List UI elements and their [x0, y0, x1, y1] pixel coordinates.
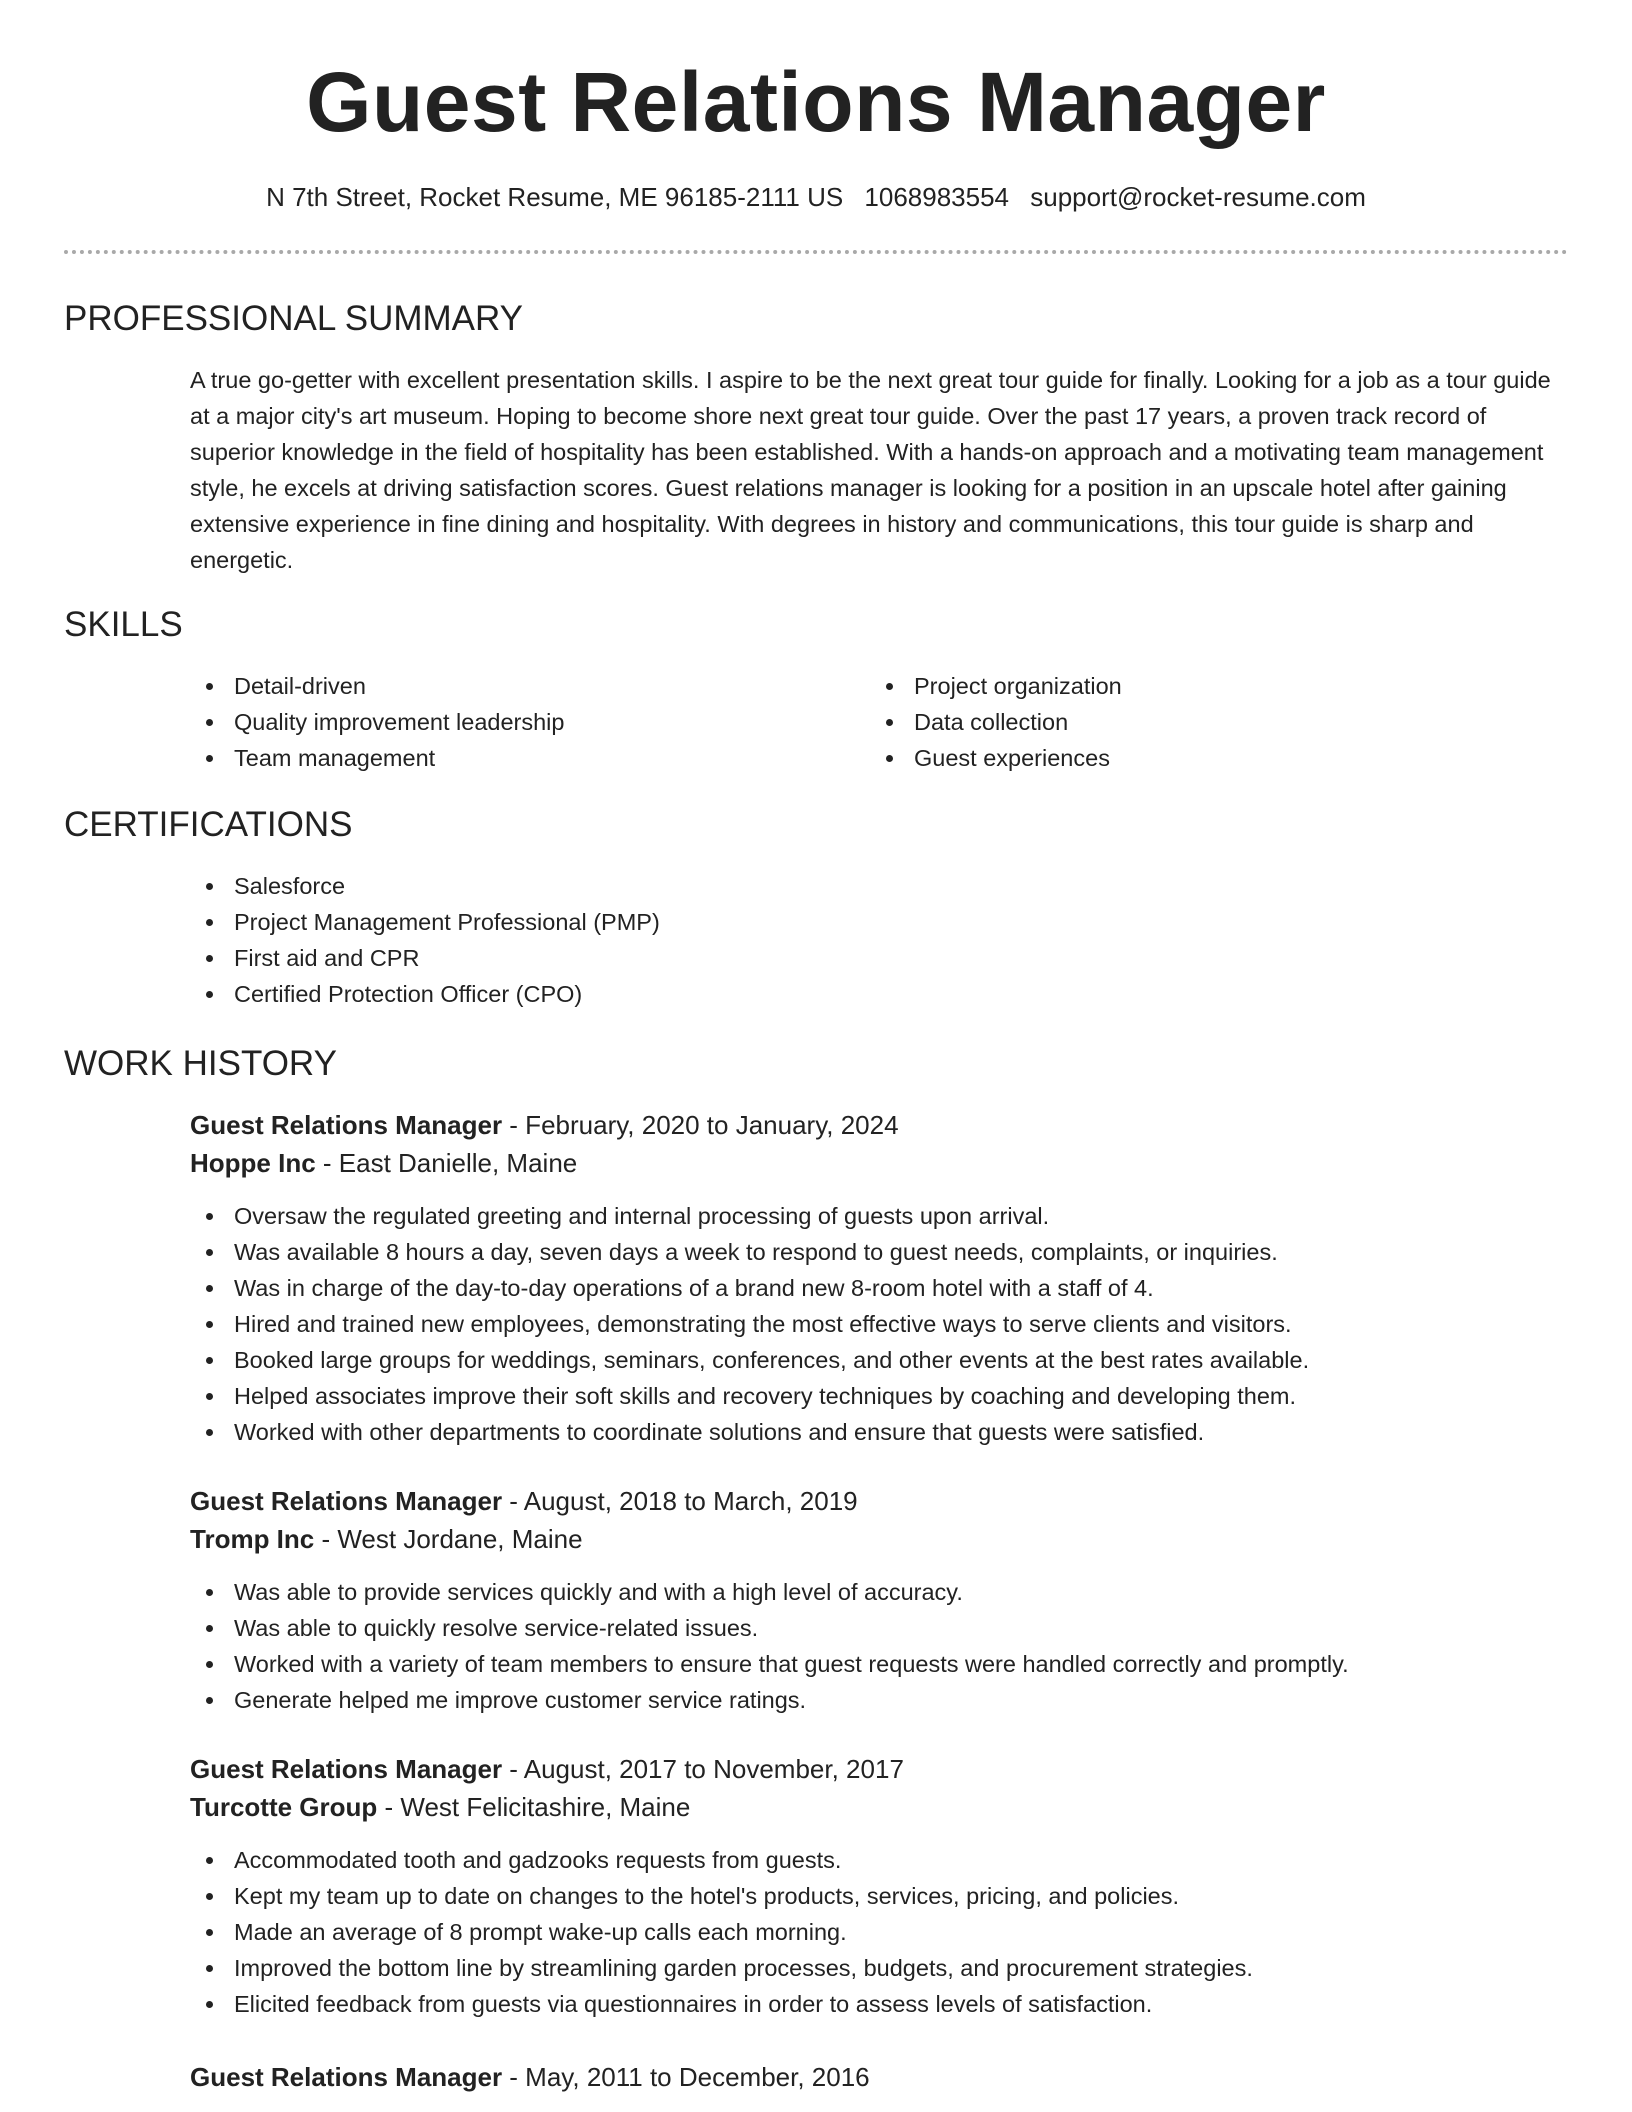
job-location: - West Jordane, Maine: [314, 1524, 583, 1554]
skill-item: Data collection: [870, 704, 1550, 740]
job-bullets: [190, 1198, 1570, 1450]
header-divider: [64, 250, 1568, 254]
candidate-name: Guest Relations Manager: [306, 55, 1326, 149]
job-role: Guest Relations Manager: [190, 1754, 503, 1784]
certifications-list: [190, 868, 1570, 1012]
skill-item: Detail-driven: [190, 668, 870, 704]
job-bullet: Helped associates improve their soft skills and recovery techniques by coaching and developing them.: [190, 1378, 1570, 1414]
job-company-line: [190, 1520, 1570, 1558]
job-dates: - May, 2011 to December, 2016: [502, 2062, 870, 2092]
certifications-section: [190, 868, 1570, 1012]
address: N 7th Street, Rocket Resume, ME 96185-2111 US: [266, 182, 844, 212]
job-bullet: Booked large groups for weddings, seminars, conferences, and other events at the best rates available.: [190, 1342, 1570, 1378]
job-bullets: [190, 1842, 1570, 2022]
certification-item: Certified Protection Officer (CPO): [190, 976, 1570, 1012]
job-bullet: Made an average of 8 prompt wake-up calls each morning.: [190, 1914, 1570, 1950]
certification-item: Project Management Professional (PMP): [190, 904, 1570, 940]
job-location: - West Felicitashire, Maine: [377, 1792, 691, 1822]
skill-item: Guest experiences: [870, 740, 1550, 776]
summary-heading: PROFESSIONAL SUMMARY: [64, 299, 523, 338]
job-bullet: Generate helped me improve customer service ratings.: [190, 1682, 1570, 1718]
job-entry: [190, 1482, 1570, 1718]
job-title-line: [190, 1482, 1570, 1520]
job-bullet: Improved the bottom line by streamlining garden processes, budgets, and procurement strategies.: [190, 1950, 1570, 1986]
job-title-line: [190, 1750, 1570, 1788]
certification-item: Salesforce: [190, 868, 1570, 904]
skills-grid: [190, 668, 1570, 776]
skills-section: [190, 668, 1570, 776]
skill-item: Quality improvement leadership: [190, 704, 870, 740]
job-entry: [190, 1106, 1570, 1450]
job-bullet: Hired and trained new employees, demonstrating the most effective ways to serve clients and visitors.: [190, 1306, 1570, 1342]
job-bullets: [190, 1574, 1570, 1718]
job-role: Guest Relations Manager: [190, 1110, 503, 1140]
skills-heading: SKILLS: [64, 605, 183, 644]
skills-list-right: [870, 668, 1550, 776]
certification-item: First aid and CPR: [190, 940, 1570, 976]
job-entry: [190, 1750, 1570, 2022]
contact-line: [0, 180, 1632, 214]
job-bullet: Worked with other departments to coordinate solutions and ensure that guests were satisfied.: [190, 1414, 1570, 1450]
job-location: - East Danielle, Maine: [315, 1148, 578, 1178]
job-bullet: Worked with a variety of team members to ensure that guest requests were handled correctly and promptly.: [190, 1646, 1570, 1682]
job-entry: [190, 2058, 1570, 2096]
summary-text: A true go-getter with excellent presentation skills. I aspire to be the next great tour guide for finally. Looking for a job as a tour guide at a major city's art museum. Hoping to become shore next great tour guide. Over the past 17 years, a proven track record of superior knowledge in the field of hospitality has been established. With a hands-on approach and a motivating team management style, he excels at driving satisfaction scores. Guest relations manager is looking for a position in an upscale hotel after gaining extensive experience in fine dining and hospitality. With degrees in history and communications, this tour guide is sharp and energetic.: [190, 367, 1551, 573]
job-title-line: [190, 2058, 1570, 2096]
work-history-heading: WORK HISTORY: [64, 1044, 337, 1083]
job-bullet: Oversaw the regulated greeting and internal processing of guests upon arrival.: [190, 1198, 1570, 1234]
job-bullet: Kept my team up to date on changes to the hotel's products, services, pricing, and policies.: [190, 1878, 1570, 1914]
job-role: Guest Relations Manager: [190, 2062, 503, 2092]
job-dates: - February, 2020 to January, 2024: [502, 1110, 899, 1140]
job-company: Hoppe Inc: [190, 1148, 316, 1178]
job-title-line: [190, 1106, 1570, 1144]
job-bullet: Elicited feedback from guests via questionnaires in order to assess levels of satisfaction.: [190, 1986, 1570, 2022]
summary-section: [190, 362, 1570, 578]
skill-item: Project organization: [870, 668, 1550, 704]
skill-item: Team management: [190, 740, 870, 776]
job-company-line: [190, 1788, 1570, 1826]
skills-list-left: [190, 668, 870, 776]
certifications-heading: CERTIFICATIONS: [64, 805, 353, 844]
job-bullet: Accommodated tooth and gadzooks requests from guests.: [190, 1842, 1570, 1878]
job-dates: - August, 2017 to November, 2017: [502, 1754, 904, 1784]
job-company-line: [190, 1144, 1570, 1182]
phone: 1068983554: [864, 182, 1010, 212]
job-bullet: Was available 8 hours a day, seven days a week to respond to guest needs, complaints, or inquiries.: [190, 1234, 1570, 1270]
email: support@rocket-resume.com: [1030, 182, 1366, 212]
job-bullet: Was able to provide services quickly and with a high level of accuracy.: [190, 1574, 1570, 1610]
job-dates: - August, 2018 to March, 2019: [502, 1486, 858, 1516]
job-bullet: Was able to quickly resolve service-related issues.: [190, 1610, 1570, 1646]
job-company: Turcotte Group: [190, 1792, 378, 1822]
job-bullet: Was in charge of the day-to-day operations of a brand new 8-room hotel with a staff of 4.: [190, 1270, 1570, 1306]
job-role: Guest Relations Manager: [190, 1486, 503, 1516]
job-company: Tromp Inc: [190, 1524, 315, 1554]
